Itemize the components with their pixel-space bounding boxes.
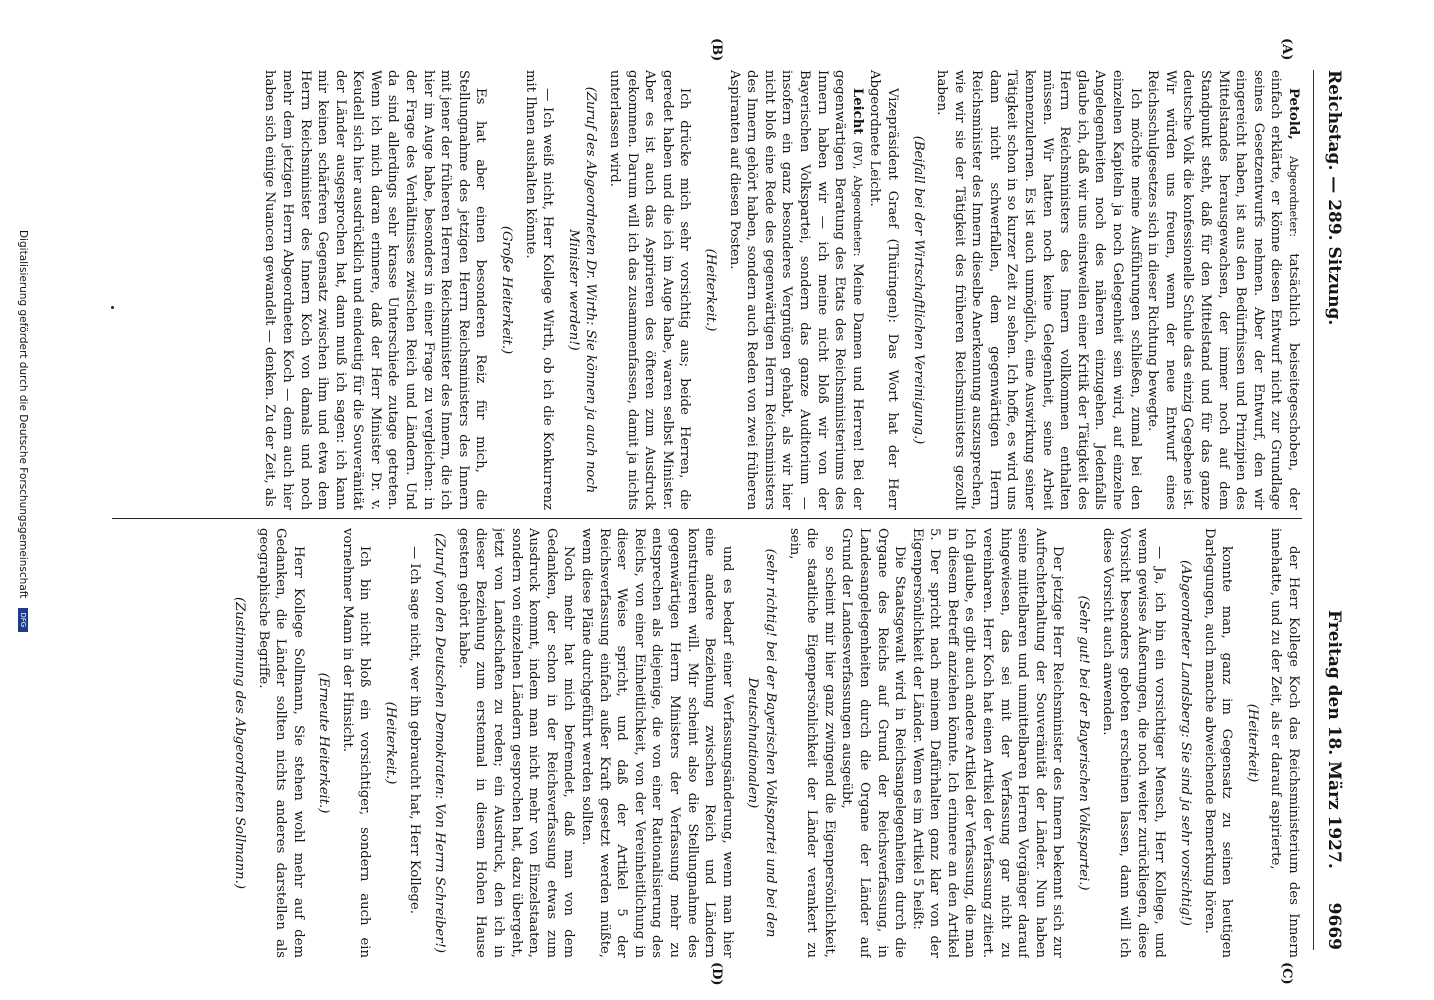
paragraph-text: Die Staatsgewalt wird in Reichsangelegenheiten durch die Organe des Reichs auf Grund der Reichsverfassung, in Landesangelegenheiten durch die Organe der Länder auf Grund der Landesverfassungen ausgeübt, — [839, 528, 908, 958]
paragraph-text: Es hat aber einen besonderen Reiz für mich, die Stellungnahme des jetzigen Herrn Reichsministers des Innern mit jener der früheren Herren Reichsminister des Innern, die ich hier im Auge habe, besonders in einer Frage zu vergleichen: in der Frage des Verhältnisses zwischen Reich und Ländern. Und da sind allerdings sehr krasse Unterschiede zutage getreten. Wenn ich mich daran erinnere, daß der Herr Minister Dr. v. Keudell sich hier ausdrücklich und eindeutig für die Souveränität der Länder ausgesprochen hat, dann muß ich sagen: ich kann mir keinen schärferen Gegensatz zwischen ihm und etwa dem Herrn Reichsminister des Innern Koch von damals und noch mehr dem jetzigen Herrn Abgeordneten Koch — denn auch hier haben sich einige Nuancen gewandelt — denken. Zu der Zeit, als — [262, 70, 489, 510]
interjection: (Große Heiterkeit.) — [499, 225, 515, 355]
footer-text: Digitalisierung gefördert durch die Deutsche Forschungsgemeinschaft — [17, 230, 29, 599]
paragraph-text: Ich drücke mich sehr vorsichtig aus; beide Herren, die geredet haben und die ich im Auge habe, waren selbst Minister. Aber es ist auch das Aspirieren des öfteren zum Ausdruck gekommen. Darum will ich das zusammenfassen, damit ja nichts unterlassen wird. — [607, 70, 693, 510]
paragraph-text: — Ich weiß nicht, Herr Kollege Wirth, ob ich die Konkurrenz mit Ihnen aushalten könnte. — [522, 70, 556, 510]
footer — [17, 230, 29, 632]
paragraph — [454, 528, 577, 958]
interjection: (Zustimmung des Abgeordneten Sollmann.) — [231, 596, 247, 889]
interjection: (Heiterkeit) — [1244, 703, 1260, 783]
interjection: (Heiterkeit.) — [703, 248, 718, 332]
margin-marker-d: (D) — [709, 962, 724, 986]
interjection: (sehr richtig! bei der Bayerischen Volkspartei und bei den Deutschnationalen) — [745, 548, 778, 938]
paragraph-text: so scheint mir hier ganz zwingend die Eigenpersönlichkeit, die staatliche Eigenpersönlichkeit der Länder verankert zu sein, — [786, 528, 837, 958]
left-column — [112, 70, 1302, 510]
paragraph-text: Noch mehr hat mich befremdet, daß man von dem Gedanken, der schon in der Reichsverfassung etwas zum Ausdruck kommt, indem man nicht mehr von Einzelstaaten, sondern von einzelnen Ländern gesprochen hat, dazu übergeht, jetzt von Landschaften zu reden; ein Ausdruck, den ich in dieser Beziehung zum erstenmal in diesem Hohen Hause gestern gehört habe. — [455, 528, 577, 958]
interjection: (Sehr gut! bei der Bayerischen Volkspartei.) — [1076, 595, 1092, 891]
page-header — [1313, 70, 1354, 950]
margin-marker-c: (C) — [1279, 962, 1294, 985]
interjection: (Heiterkeit.) — [383, 701, 399, 785]
paragraph — [725, 70, 866, 510]
paragraph — [908, 528, 1066, 958]
stray-dot — [111, 306, 114, 309]
margin-marker-a: (A) — [1279, 38, 1294, 61]
interjection: (Abgeordneter Landsberg: Sie sind ja sehr vorsichtig!) — [1178, 560, 1194, 926]
speaker-role: (BV), Abgeordneter: — [850, 141, 864, 257]
paragraph — [1098, 528, 1168, 958]
paragraph — [521, 70, 556, 510]
interjection: (Zuruf des Abgeordneten Dr. Wirth: Sie können ja auch noch Minister werden!) — [565, 86, 599, 494]
paragraph-text: — Ich sage nicht, wer ihn gebraucht hat, Herr Kollege. — [406, 546, 422, 914]
paragraph — [405, 528, 423, 958]
paragraph — [866, 70, 901, 510]
header-right: Freitag den 18. März 1927. — [1324, 610, 1344, 869]
paragraph-text: Ich möchte meine Ausführungen schließen, zumal bei den einzelnen Kapiteln ja noch Gelegenheit sein wird, auf einzelne Angelegenheiten noch des näheren einzugehen. Jedenfalls glaube ich, daß wir uns einstweilen einer Kritik der Tätigkeit des Herrn Reichsministers des Innern vollkommen enthalten müssen. Wir hatten noch keine Gelegenheit, seine Arbeit kennenzulernen. Es ist auch unmöglich, eine Auswirkung seiner Tätigkeit schon in so kurzer Zeit zu sehen. Ich hoffe, es wird uns dann nicht schwerfallen, dem gegenwärtigen Herrn Reichsminister des Innern dieselbe Anerkennung auszusprechen, wie wir sie der Tätigkeit des früheren Reichsministers gezollt haben. — [934, 70, 1143, 510]
paragraph-text: tatsächlich beiseitegeschoben, der einfach erklärte, er könne diesen Entwurf nicht zur Grundlage seines Gesetzentwurfs nehmen. Aber der Entwurf, den wir eingereicht haben, ist aus den Bedürfnissen und Prinzipien des Mittelstandes herausgewachsen, der immer noch auf dem Standpunkt steht, daß für den Mittelstand und für das ganze deutsche Volk die konfessionelle Schule das einzig Gegebene ist. Wir würden uns freuen, wenn der neue Entwurf eines Reichsschulgesetzes sich in dieser Richtung bewegte. — [1145, 70, 1301, 510]
right-column — [112, 528, 1302, 958]
column-divider — [112, 518, 1302, 519]
speaker-name: Leicht — [849, 88, 865, 135]
interjection: (Erneute Heiterkeit.) — [316, 672, 332, 814]
paragraph — [1267, 528, 1302, 958]
paragraph — [785, 528, 838, 958]
paragraph-text: und es bedarf einer Verfassungsänderung, wenn man hier eine andere Beziehung zwischen Reich und Ländern konstruieren will. Mir scheint also die Stellungnahme des gegenwärtigen Herrn Ministers der Verfassung mehr zu entsprechen als diejenige, die von einer Rationalisierung des Reichs, von einer Einheitlichkeit, von der Vereinheitlichung in dieser Weise spricht, und daß der Artikel 5 der Reichsverfassung einfach außer Kraft gesetzt werden müßte, wenn diese Pläne durchgeführt werden sollten. — [579, 528, 735, 958]
margin-marker-b: (B) — [709, 38, 724, 62]
paragraph — [338, 528, 373, 958]
header-left: Reichstag. — 289. Sitzung. — [1324, 70, 1344, 326]
paragraph-text: Ich bin nicht bloß ein vorsichtiger, sondern auch ein vornehmer Mann in der Hinsicht. — [339, 528, 373, 958]
paragraph — [838, 528, 908, 958]
paragraph-text: der Herr Kollege Koch das Reichsministerium des Innern innehatte, und zu der Zeit, als er darauf aspirierte, — [1268, 528, 1301, 958]
interjection: (Zuruf von den Deutschen Demokraten: Von Herrn Schreiber!) — [432, 533, 448, 953]
interjection: (Beifall bei der Wirtschaftlichen Vereinigung.) — [910, 135, 926, 445]
paragraph — [254, 528, 307, 958]
paragraph — [933, 70, 1144, 510]
paragraph-text: Der jetzige Herr Reichsminister des Innern bekennt sich zur Aufrechterhaltung der Souveränität der Länder. Nun haben seine mittelbaren und unmittelbaren Herren Vorgänger darauf hingewiesen, das sei mit der Verfassung gar nicht zu vereinbaren. Herr Koch hat einen Artikel der Verfassung zitiert. Ich glaube, es gibt auch andere Artikel der Verfassung, die man in diesem Betreff anziehen könnte. Ich erinnere an den Artikel 5. Der spricht nach meinem Dafürhalten ganz klar von der Eigenpersönlichkeit der Länder. Wenn es im Artikel 5 heißt: — [909, 528, 1066, 958]
speaker-name: Petold, — [1286, 88, 1301, 140]
paragraph-text: — Ja, ich bin ein vorsichtiger Mensch, Herr Kollege, und wenn gewisse Äußerungen, die noch weiter zurückliegen, diese Vorsicht besonders geboten erscheinen lassen, dann will ich diese Vorsicht auch anwenden. — [1099, 528, 1168, 958]
paragraph-text: Vizepräsident Graef (Thüringen): Das Wort hat der Herr Abgeordnete Leicht. — [867, 70, 900, 510]
paragraph-text: Herr Kollege Sollmann, Sie stehen wohl mehr auf dem Gedanken, die Länder sollten nichts anderes darstellen als geographische Begriffe. — [255, 528, 306, 958]
paragraph — [1200, 528, 1235, 958]
paragraph — [1144, 70, 1302, 510]
paragraph-text: Meine Damen und Herren! Bei der gegenwärtigen Beratung des Etats des Reichsministeriums des Innern haben wir — ich meine nicht bloß wir von der Bayerischen Volkspartei, sondern das ganze Auditorium — insofern ein ganz besonderes Vergnügen gehabt, als wir hier nicht bloß eine Rede des gegenwärtigen Herrn Reichsministers des Innern gehört haben, sondern auch Reden von zwei früheren Aspiranten auf diesen Posten. — [726, 70, 865, 510]
paragraph — [605, 70, 693, 510]
paragraph — [577, 528, 735, 958]
page-number: 9669 — [1324, 902, 1344, 950]
paragraph-text: konnte man, ganz im Gegensatz zu seinen heutigen Darlegungen, auch manche abweichende Bemerkung hören. — [1201, 528, 1235, 958]
speaker-role: Abgeordneter: — [1287, 156, 1300, 237]
dfg-logo: DFG — [18, 608, 28, 632]
paragraph — [261, 70, 490, 510]
